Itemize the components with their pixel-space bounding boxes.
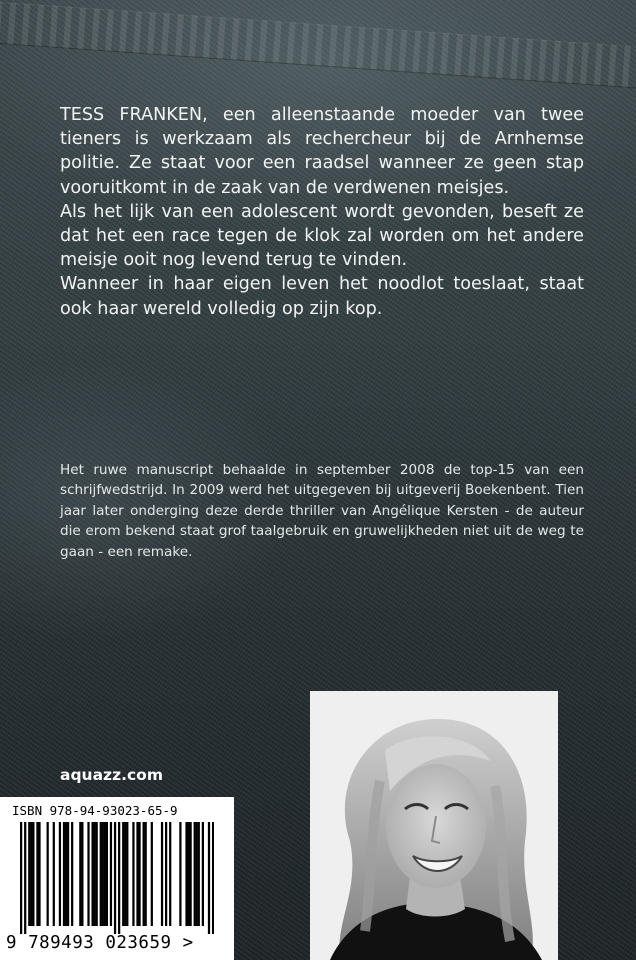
barcode-bar xyxy=(194,822,196,926)
barcode-bar xyxy=(28,822,30,926)
barcode-bar xyxy=(100,822,102,926)
barcode-bar xyxy=(63,822,65,926)
barcode-bar xyxy=(24,822,26,934)
barcode-bar xyxy=(47,822,49,926)
barcode-bar xyxy=(189,822,191,926)
barcode-bar xyxy=(32,822,34,926)
barcode-bar xyxy=(212,822,214,934)
barcode-digits: 9 789493 023659 > xyxy=(6,933,194,953)
barcode-bar xyxy=(169,822,171,926)
isbn-label: ISBN 978-94-93023-65-9 xyxy=(12,803,178,818)
barcode-bar xyxy=(87,822,89,926)
barcode-bar xyxy=(106,822,108,926)
barcode-bar xyxy=(36,822,38,926)
barcode-bar xyxy=(91,822,93,926)
author-photo xyxy=(310,691,558,960)
barcode-bar xyxy=(110,822,112,926)
publisher-website: aquazz.com xyxy=(60,766,163,784)
barcode-bar xyxy=(20,822,22,934)
barcode-bar xyxy=(136,822,138,926)
barcode-bar xyxy=(79,822,81,926)
barcode-bar xyxy=(187,822,189,926)
barcode-bar xyxy=(208,822,210,934)
barcode-bar xyxy=(165,822,167,926)
blurb-paragraph-1: TESS FRANKEN, een alleenstaande moeder van twee tieners is werkzaam als rechercheur bij de Arnhemse politie. Ze staat voor een raadsel wanneer ze geen stap vooruitkomt in de zaak van de verdwenen meisjes. xyxy=(60,105,584,198)
barcode-bar xyxy=(161,822,163,926)
barcode-icon xyxy=(20,822,214,934)
barcode-bar xyxy=(126,822,128,926)
barcode-bar xyxy=(30,822,32,926)
barcode-bar xyxy=(202,822,204,926)
blurb-paragraph-2: Als het lijk van een adolescent wordt gevonden, beseft ze dat het een race tegen de klok zal worden om het andere meisje ooit nog levend terug te vinden. xyxy=(60,201,584,271)
barcode-bar xyxy=(102,822,104,926)
barcode-bar xyxy=(118,822,120,934)
barcode-bar xyxy=(67,822,69,926)
barcode-bar xyxy=(104,822,106,926)
barcode-bar xyxy=(143,822,145,926)
barcode-bar xyxy=(151,822,153,926)
barcode-bar xyxy=(179,822,181,926)
barcode-bar xyxy=(65,822,67,926)
barcode-bar xyxy=(38,822,40,926)
barcode-bar xyxy=(198,822,200,926)
barcode-bar xyxy=(196,822,198,926)
book-blurb xyxy=(60,103,584,321)
blurb-paragraph-3: Wanneer in haar eigen leven het noodlot toeslaat, staat ook haar wereld volledig op zijn kop. xyxy=(60,274,584,319)
barcode-bar xyxy=(114,822,116,934)
barcode-bar xyxy=(124,822,126,926)
barcode-bar xyxy=(53,822,55,926)
barcode-bar xyxy=(122,822,124,926)
isbn-barcode xyxy=(0,797,234,960)
barcode-bar xyxy=(132,822,134,926)
barcode-bar xyxy=(145,822,147,926)
barcode-bar xyxy=(59,822,61,926)
denim-seam-texture xyxy=(0,1,636,92)
barcode-bar xyxy=(94,822,96,926)
barcode-bar xyxy=(81,822,83,926)
barcode-bar xyxy=(185,822,187,926)
barcode-bar xyxy=(138,822,140,926)
book-history-text: Het ruwe manuscript behaalde in september 2008 de top-15 van een schrijfwedstrijd. In 2009 werd het uitgegeven bij uitgeverij Boekenbent. Tien jaar later onderging deze derde thriller van Angélique Kersten - de auteur die erom bekend staat grof taalgebruik en gruwelijkheden niet uit de weg te gaan - een remake. xyxy=(60,462,584,560)
barcode-bar xyxy=(71,822,73,926)
barcode-bar xyxy=(96,822,98,926)
author-portrait-icon xyxy=(310,691,558,960)
